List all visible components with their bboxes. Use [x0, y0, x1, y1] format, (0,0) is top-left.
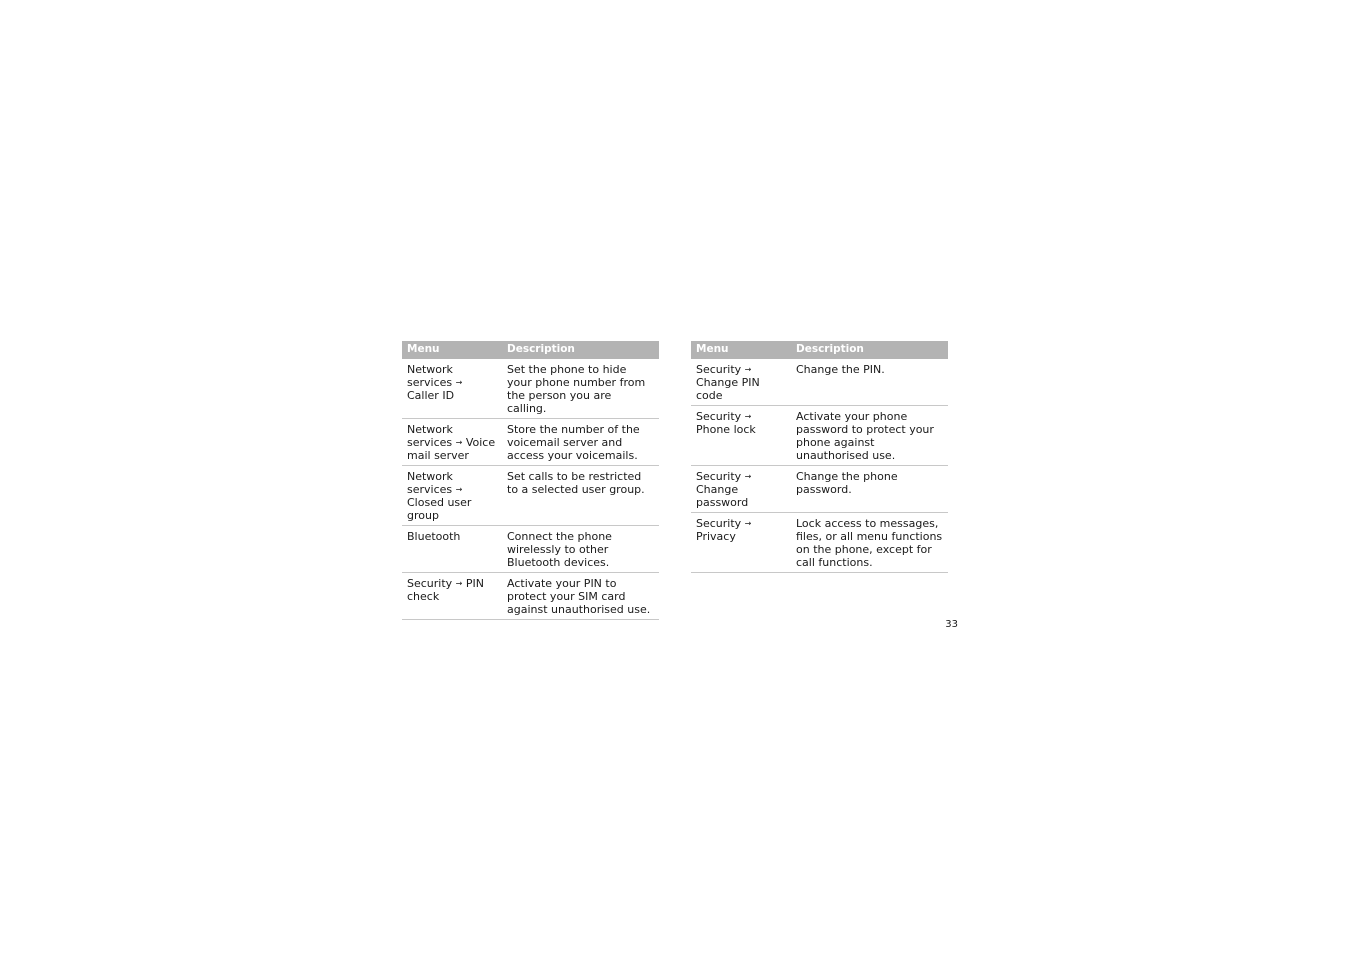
table-row — [691, 359, 948, 406]
table-row — [402, 419, 659, 466]
menu-cell: Network services → Voice mail server — [402, 419, 502, 466]
menu-cell: Network services → Caller ID — [402, 359, 502, 419]
table-row — [691, 513, 948, 573]
table-header-row — [402, 341, 659, 359]
description-cell: Set the phone to hide your phone number from the person you are calling. — [502, 359, 659, 419]
menu-cell: Security → Privacy — [691, 513, 791, 573]
arrow-right-icon: → — [455, 485, 463, 494]
arrow-right-icon: → — [455, 378, 463, 387]
menu-cell: Security → Change password — [691, 466, 791, 513]
table-row — [691, 466, 948, 513]
menu-cell: Security → Change PIN code — [691, 359, 791, 406]
description-cell: Store the number of the voicemail server and access your voicemails. — [502, 419, 659, 466]
menu-column-header: Menu — [402, 341, 502, 359]
description-cell: Lock access to messages, files, or all menu functions on the phone, except for call functions. — [791, 513, 948, 573]
menu-table-right — [691, 341, 948, 573]
description-cell: Activate your phone password to protect your phone against unauthorised use. — [791, 406, 948, 466]
table-row — [402, 466, 659, 526]
table-row — [402, 573, 659, 620]
description-column-header: Description — [502, 341, 659, 359]
arrow-right-icon: → — [744, 365, 752, 374]
arrow-right-icon: → — [744, 519, 752, 528]
arrow-right-icon: → — [455, 579, 463, 588]
table-row — [402, 526, 659, 573]
menu-cell: Security → PIN check — [402, 573, 502, 620]
menu-table-left — [402, 341, 659, 620]
description-column-header: Description — [791, 341, 948, 359]
arrow-right-icon: → — [744, 472, 752, 481]
menu-cell: Bluetooth — [402, 526, 502, 573]
table-row — [402, 359, 659, 419]
description-cell: Set calls to be restricted to a selected user group. — [502, 466, 659, 526]
menu-cell: Security → Phone lock — [691, 406, 791, 466]
menu-column-header: Menu — [691, 341, 791, 359]
table-header-row — [691, 341, 948, 359]
description-cell: Connect the phone wirelessly to other Bluetooth devices. — [502, 526, 659, 573]
description-cell: Change the PIN. — [791, 359, 948, 406]
menu-cell: Network services → Closed user group — [402, 466, 502, 526]
page-number: 33 — [945, 619, 958, 630]
arrow-right-icon: → — [744, 412, 752, 421]
description-cell: Activate your PIN to protect your SIM card against unauthorised use. — [502, 573, 659, 620]
arrow-right-icon: → — [455, 438, 463, 447]
table-row — [691, 406, 948, 466]
description-cell: Change the phone password. — [791, 466, 948, 513]
